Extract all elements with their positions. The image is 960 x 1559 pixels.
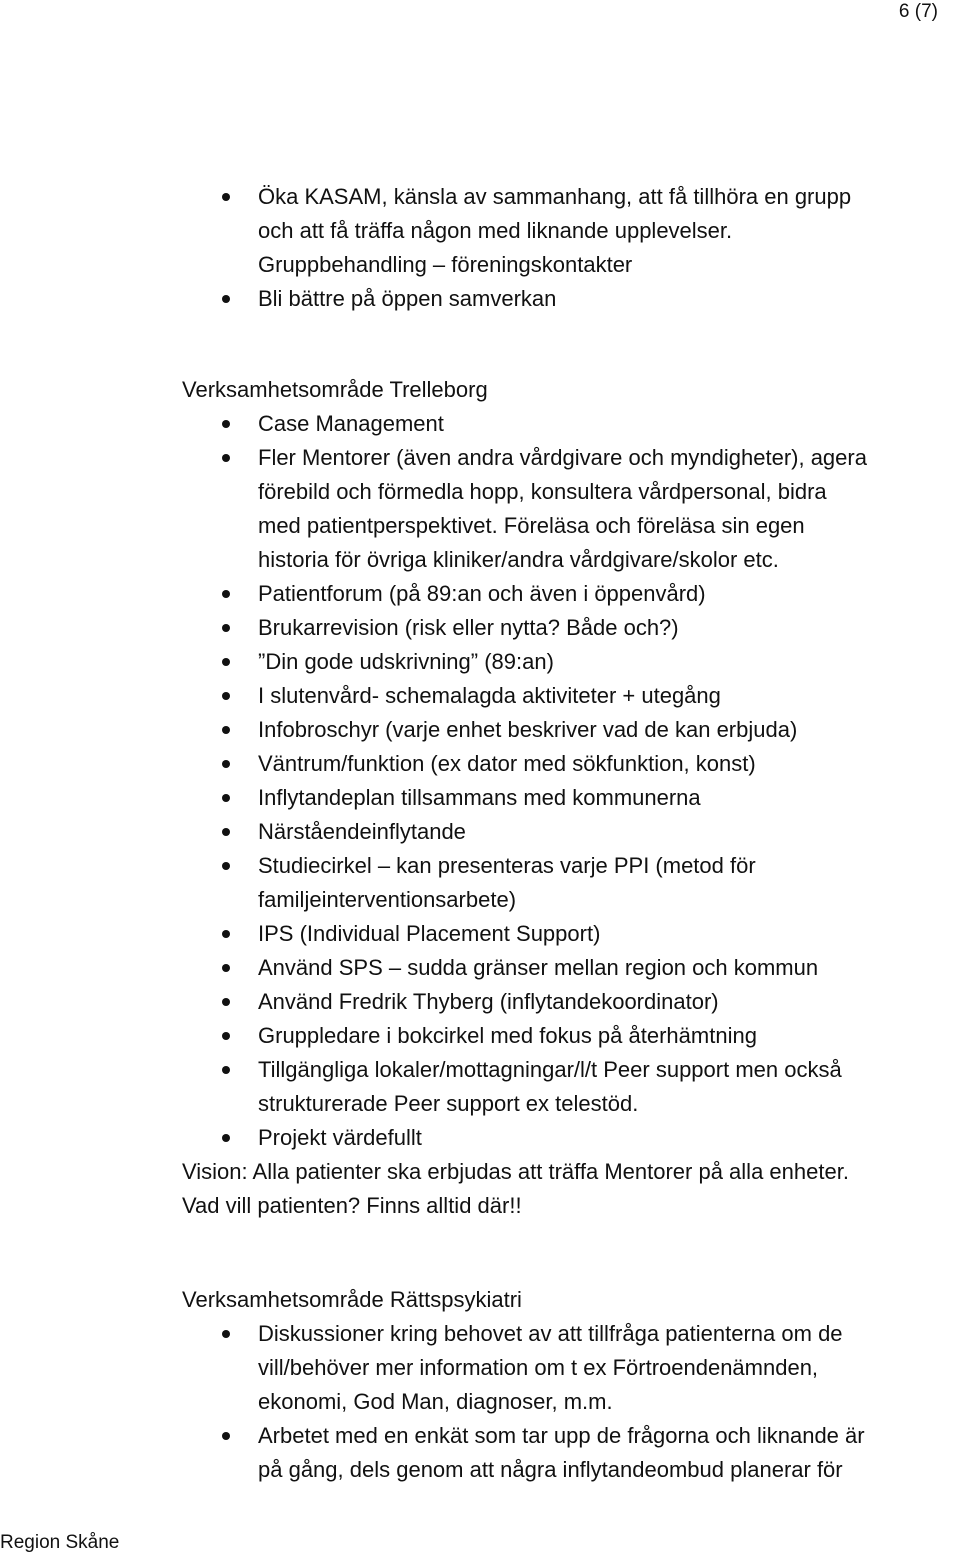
bullet-icon: [222, 590, 230, 598]
bullet-icon: [222, 1032, 230, 1040]
list-item: IPS (Individual Placement Support): [182, 917, 960, 951]
bullet-icon: [222, 1432, 230, 1440]
document-body: [182, 180, 960, 1487]
bullet-icon: [222, 964, 230, 972]
section-heading-trelleborg: Verksamhetsområde Trelleborg: [182, 377, 488, 402]
list-item: Tillgängliga lokaler/mottagningar/l/t Peer support men också strukturerade Peer support ex telestöd.: [182, 1053, 960, 1121]
list-item: Diskussioner kring behovet av att tillfråga patienterna om de vill/behöver mer information om t ex Förtroendenämnden, ekonomi, God Man, diagnoser, m.m.: [182, 1317, 960, 1419]
bullet-list-rattspsykiatri: [182, 1317, 960, 1487]
footer-organization: Region Skåne: [0, 1532, 120, 1553]
section-heading-rattspsykiatri: Verksamhetsområde Rättspsykiatri: [182, 1287, 522, 1312]
list-item: Väntrum/funktion (ex dator med sökfunktion, konst): [182, 747, 960, 781]
bullet-icon: [222, 726, 230, 734]
bullet-list-trelleborg: [182, 407, 960, 1155]
bullet-icon: [222, 794, 230, 802]
list-item: Case Management: [182, 407, 960, 441]
list-item: ”Din gode udskrivning” (89:an): [182, 645, 960, 679]
bullet-list-goals: [182, 180, 960, 316]
list-item: Bli bättre på öppen samverkan: [182, 282, 960, 316]
page-number: 6 (7): [898, 1, 938, 22]
bullet-icon: [222, 862, 230, 870]
list-item: Infobroschyr (varje enhet beskriver vad de kan erbjuda): [182, 713, 960, 747]
list-item: Använd SPS – sudda gränser mellan region och kommun: [182, 951, 960, 985]
bullet-icon: [222, 1066, 230, 1074]
bullet-icon: [222, 454, 230, 462]
list-item: Inflytandeplan tillsammans med kommunerna: [182, 781, 960, 815]
list-item: Gruppbehandling – föreningskontakter: [258, 252, 633, 277]
bullet-icon: [222, 420, 230, 428]
list-item: Använd Fredrik Thyberg (inflytandekoordinator): [182, 985, 960, 1019]
list-item: Arbetet med en enkät som tar upp de frågorna och liknande är på gång, dels genom att några inflytandeombud planerar för: [182, 1419, 960, 1487]
bullet-icon: [222, 692, 230, 700]
list-item: Studiecirkel – kan presenteras varje PPI (metod för familjeinterventionsarbete): [182, 849, 960, 917]
bullet-icon: [222, 828, 230, 836]
list-item: Gruppledare i bokcirkel med fokus på återhämtning: [182, 1019, 960, 1053]
bullet-icon: [222, 760, 230, 768]
list-item: Patientforum (på 89:an och även i öppenvård): [182, 577, 960, 611]
bullet-icon: [222, 1330, 230, 1338]
bullet-icon: [222, 193, 230, 201]
list-item: Fler Mentorer (även andra vårdgivare och myndigheter), agera förebild och förmedla hopp, konsultera vårdpersonal, bidra med patientperspektivet. Föreläsa och föreläsa sin egen historia för övriga kliniker/andra vårdgivare/skolor etc.: [182, 441, 960, 577]
bullet-icon: [222, 998, 230, 1006]
vision-text: Vision: Alla patienter ska erbjudas att träffa Mentorer på alla enheter. Vad vill patienten? Finns alltid där!!: [182, 1159, 849, 1218]
list-item: I slutenvård- schemalagda aktiviteter + utegång: [182, 679, 960, 713]
bullet-icon: [222, 295, 230, 303]
bullet-icon: [222, 1134, 230, 1142]
list-item: Brukarrevision (risk eller nytta? Både och?): [182, 611, 960, 645]
list-item: Projekt värdefullt: [182, 1121, 960, 1155]
list-item: Öka KASAM, känsla av sammanhang, att få tillhöra en grupp och att få träffa någon med liknande upplevelser.: [182, 180, 960, 248]
bullet-icon: [222, 658, 230, 666]
bullet-icon: [222, 930, 230, 938]
bullet-icon: [222, 624, 230, 632]
list-item: Närståendeinflytande: [182, 815, 960, 849]
